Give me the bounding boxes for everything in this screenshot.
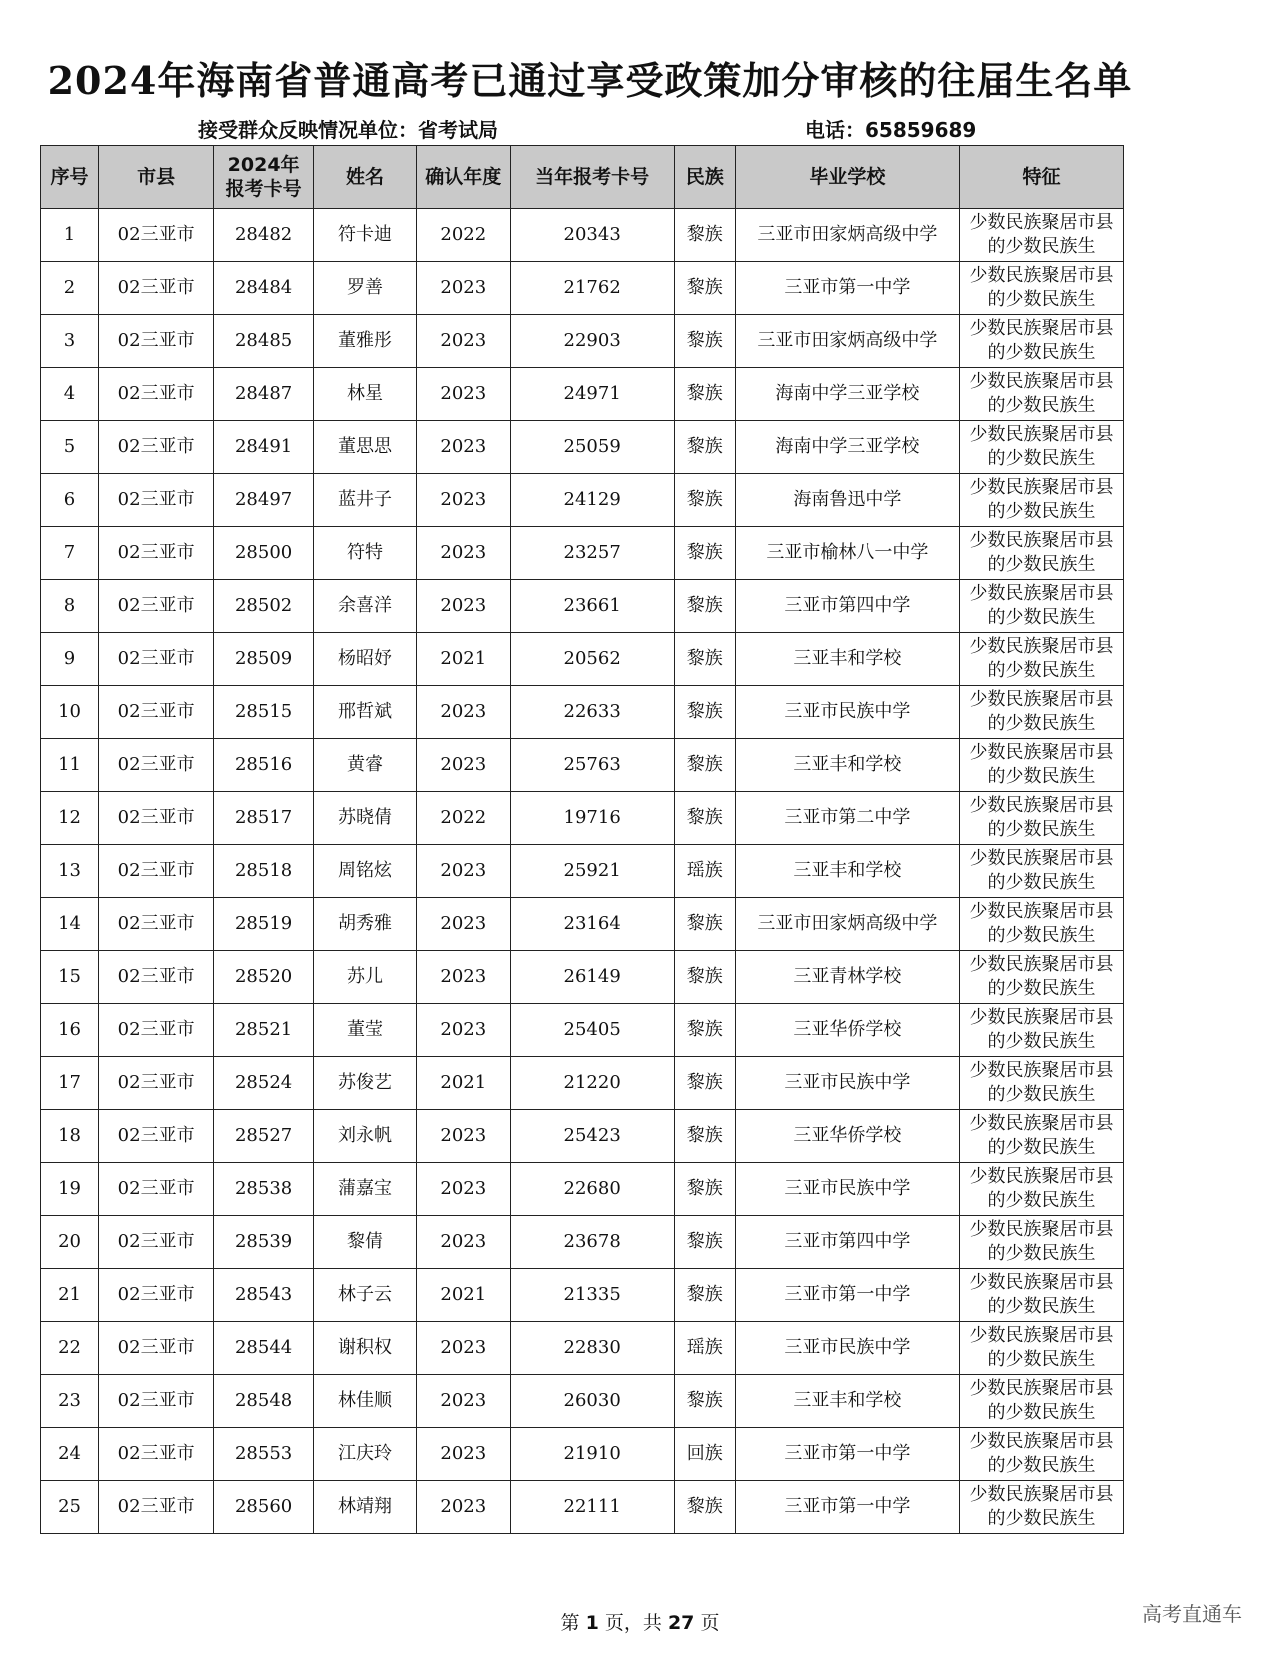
cell-city: 02三亚市 (99, 1057, 214, 1110)
cell-confirm-year: 2023 (416, 262, 510, 315)
cell-city: 02三亚市 (99, 898, 214, 951)
cell-city: 02三亚市 (99, 1216, 214, 1269)
table-row (41, 1322, 1124, 1375)
cell-index: 10 (41, 686, 99, 739)
cell-index: 6 (41, 474, 99, 527)
cell-feature: 少数民族聚居市县的少数民族生 (959, 368, 1123, 421)
cell-feature: 少数民族聚居市县的少数民族生 (959, 633, 1123, 686)
cell-feature: 少数民族聚居市县的少数民族生 (959, 1269, 1123, 1322)
cell-ethnicity: 黎族 (674, 527, 735, 580)
page-indicator (0, 1608, 1280, 1635)
cell-exam-card-2024: 28560 (214, 1481, 314, 1534)
page-suffix: 页 (700, 1612, 720, 1634)
cell-ethnicity: 黎族 (674, 315, 735, 368)
cell-confirm-year: 2023 (416, 527, 510, 580)
column-header-exam-card-2024: 2024年报考卡号 (214, 146, 314, 209)
cell-school: 三亚丰和学校 (735, 1375, 959, 1428)
table-row (41, 580, 1124, 633)
cell-ethnicity: 黎族 (674, 474, 735, 527)
cell-ethnicity: 黎族 (674, 1375, 735, 1428)
cell-school: 三亚华侨学校 (735, 1110, 959, 1163)
cell-city: 02三亚市 (99, 1110, 214, 1163)
cell-confirm-year: 2023 (416, 1428, 510, 1481)
cell-city: 02三亚市 (99, 1375, 214, 1428)
table-row (41, 633, 1124, 686)
cell-original-exam-card: 23661 (510, 580, 674, 633)
table-row (41, 739, 1124, 792)
cell-index: 4 (41, 368, 99, 421)
cell-school: 三亚丰和学校 (735, 845, 959, 898)
cell-index: 2 (41, 262, 99, 315)
cell-original-exam-card: 21762 (510, 262, 674, 315)
cell-feature: 少数民族聚居市县的少数民族生 (959, 1004, 1123, 1057)
table-row (41, 421, 1124, 474)
page-prefix: 第 (560, 1612, 580, 1634)
cell-ethnicity: 瑶族 (674, 845, 735, 898)
column-header-city: 市县 (99, 146, 214, 209)
cell-index: 15 (41, 951, 99, 1004)
cell-index: 11 (41, 739, 99, 792)
cell-city: 02三亚市 (99, 1481, 214, 1534)
cell-confirm-year: 2023 (416, 845, 510, 898)
cell-name: 董雅彤 (314, 315, 417, 368)
cell-confirm-year: 2022 (416, 209, 510, 262)
cell-ethnicity: 黎族 (674, 580, 735, 633)
table-row (41, 315, 1124, 368)
cell-city: 02三亚市 (99, 1004, 214, 1057)
cell-ethnicity: 黎族 (674, 368, 735, 421)
cell-name: 董莹 (314, 1004, 417, 1057)
cell-school: 三亚市田家炳高级中学 (735, 209, 959, 262)
cell-original-exam-card: 21910 (510, 1428, 674, 1481)
cell-original-exam-card: 22633 (510, 686, 674, 739)
cell-feature: 少数民族聚居市县的少数民族生 (959, 527, 1123, 580)
cell-exam-card-2024: 28487 (214, 368, 314, 421)
cell-original-exam-card: 22111 (510, 1481, 674, 1534)
cell-original-exam-card: 25921 (510, 845, 674, 898)
cell-city: 02三亚市 (99, 368, 214, 421)
cell-confirm-year: 2023 (416, 1375, 510, 1428)
cell-confirm-year: 2023 (416, 898, 510, 951)
table-row (41, 1163, 1124, 1216)
cell-feature: 少数民族聚居市县的少数民族生 (959, 686, 1123, 739)
cell-city: 02三亚市 (99, 262, 214, 315)
cell-index: 13 (41, 845, 99, 898)
cell-ethnicity: 黎族 (674, 209, 735, 262)
cell-confirm-year: 2022 (416, 792, 510, 845)
cell-ethnicity: 黎族 (674, 1004, 735, 1057)
cell-school: 三亚青林学校 (735, 951, 959, 1004)
cell-name: 杨昭妤 (314, 633, 417, 686)
cell-feature: 少数民族聚居市县的少数民族生 (959, 1163, 1123, 1216)
cell-school: 三亚市民族中学 (735, 686, 959, 739)
cell-name: 胡秀雅 (314, 898, 417, 951)
cell-school: 三亚市第一中学 (735, 262, 959, 315)
cell-school: 三亚市第一中学 (735, 1428, 959, 1481)
cell-name: 符卡迪 (314, 209, 417, 262)
column-header-ethnicity: 民族 (674, 146, 735, 209)
cell-city: 02三亚市 (99, 792, 214, 845)
cell-name: 邢哲斌 (314, 686, 417, 739)
table-row (41, 474, 1124, 527)
table-row (41, 792, 1124, 845)
column-header-feature: 特征 (959, 146, 1123, 209)
table-row (41, 951, 1124, 1004)
cell-original-exam-card: 21220 (510, 1057, 674, 1110)
cell-name: 蓝井子 (314, 474, 417, 527)
cell-name: 苏俊艺 (314, 1057, 417, 1110)
watermark: 高考直通车 (1142, 1602, 1242, 1626)
cell-index: 22 (41, 1322, 99, 1375)
cell-index: 23 (41, 1375, 99, 1428)
cell-exam-card-2024: 28509 (214, 633, 314, 686)
cell-ethnicity: 黎族 (674, 739, 735, 792)
cell-school: 三亚市民族中学 (735, 1163, 959, 1216)
table-row (41, 1481, 1124, 1534)
cell-name: 余喜洋 (314, 580, 417, 633)
cell-index: 7 (41, 527, 99, 580)
cell-index: 5 (41, 421, 99, 474)
cell-original-exam-card: 23164 (510, 898, 674, 951)
cell-school: 三亚市第四中学 (735, 580, 959, 633)
cell-ethnicity: 黎族 (674, 1269, 735, 1322)
cell-school: 三亚丰和学校 (735, 633, 959, 686)
cell-feature: 少数民族聚居市县的少数民族生 (959, 1428, 1123, 1481)
cell-name: 黄睿 (314, 739, 417, 792)
cell-city: 02三亚市 (99, 474, 214, 527)
cell-exam-card-2024: 28527 (214, 1110, 314, 1163)
cell-school: 三亚丰和学校 (735, 739, 959, 792)
contact-phone: 电话：65859689 (805, 118, 977, 142)
cell-confirm-year: 2023 (416, 580, 510, 633)
cell-city: 02三亚市 (99, 633, 214, 686)
cell-confirm-year: 2023 (416, 421, 510, 474)
cell-exam-card-2024: 28518 (214, 845, 314, 898)
cell-exam-card-2024: 28500 (214, 527, 314, 580)
cell-city: 02三亚市 (99, 580, 214, 633)
cell-original-exam-card: 25763 (510, 739, 674, 792)
cell-exam-card-2024: 28497 (214, 474, 314, 527)
table-row (41, 1110, 1124, 1163)
cell-city: 02三亚市 (99, 527, 214, 580)
cell-ethnicity: 黎族 (674, 262, 735, 315)
cell-ethnicity: 回族 (674, 1428, 735, 1481)
cell-school: 三亚市第一中学 (735, 1481, 959, 1534)
cell-ethnicity: 黎族 (674, 686, 735, 739)
cell-confirm-year: 2023 (416, 1322, 510, 1375)
table-row (41, 368, 1124, 421)
cell-school: 海南中学三亚学校 (735, 421, 959, 474)
cell-exam-card-2024: 28548 (214, 1375, 314, 1428)
cell-feature: 少数民族聚居市县的少数民族生 (959, 1481, 1123, 1534)
cell-index: 3 (41, 315, 99, 368)
cell-school: 三亚市榆林八一中学 (735, 527, 959, 580)
cell-index: 17 (41, 1057, 99, 1110)
cell-exam-card-2024: 28485 (214, 315, 314, 368)
cell-original-exam-card: 19716 (510, 792, 674, 845)
cell-original-exam-card: 25405 (510, 1004, 674, 1057)
table-row (41, 1057, 1124, 1110)
table-row (41, 209, 1124, 262)
cell-index: 18 (41, 1110, 99, 1163)
cell-index: 8 (41, 580, 99, 633)
cell-name: 刘永帆 (314, 1110, 417, 1163)
cell-ethnicity: 黎族 (674, 792, 735, 845)
roster-body (41, 209, 1124, 1534)
cell-confirm-year: 2023 (416, 686, 510, 739)
cell-city: 02三亚市 (99, 1428, 214, 1481)
cell-index: 16 (41, 1004, 99, 1057)
cell-feature: 少数民族聚居市县的少数民族生 (959, 1216, 1123, 1269)
cell-city: 02三亚市 (99, 1322, 214, 1375)
cell-school: 三亚市民族中学 (735, 1322, 959, 1375)
cell-original-exam-card: 26030 (510, 1375, 674, 1428)
roster-table (40, 145, 1124, 1534)
cell-confirm-year: 2023 (416, 1004, 510, 1057)
cell-ethnicity: 黎族 (674, 1163, 735, 1216)
cell-index: 12 (41, 792, 99, 845)
page-current: 1 (585, 1612, 599, 1634)
cell-city: 02三亚市 (99, 686, 214, 739)
table-header-row (41, 146, 1124, 209)
cell-feature: 少数民族聚居市县的少数民族生 (959, 739, 1123, 792)
cell-feature: 少数民族聚居市县的少数民族生 (959, 1057, 1123, 1110)
cell-exam-card-2024: 28524 (214, 1057, 314, 1110)
cell-feature: 少数民族聚居市县的少数民族生 (959, 898, 1123, 951)
cell-exam-card-2024: 28519 (214, 898, 314, 951)
cell-exam-card-2024: 28482 (214, 209, 314, 262)
cell-original-exam-card: 22680 (510, 1163, 674, 1216)
cell-feature: 少数民族聚居市县的少数民族生 (959, 1375, 1123, 1428)
cell-exam-card-2024: 28502 (214, 580, 314, 633)
cell-exam-card-2024: 28491 (214, 421, 314, 474)
cell-exam-card-2024: 28538 (214, 1163, 314, 1216)
cell-city: 02三亚市 (99, 951, 214, 1004)
cell-confirm-year: 2021 (416, 1057, 510, 1110)
cell-ethnicity: 黎族 (674, 1216, 735, 1269)
table-row (41, 262, 1124, 315)
cell-index: 24 (41, 1428, 99, 1481)
column-header-original-exam-card: 当年报考卡号 (510, 146, 674, 209)
cell-ethnicity: 黎族 (674, 898, 735, 951)
cell-name: 黎倩 (314, 1216, 417, 1269)
cell-confirm-year: 2023 (416, 368, 510, 421)
cell-ethnicity: 黎族 (674, 421, 735, 474)
cell-original-exam-card: 25423 (510, 1110, 674, 1163)
cell-index: 25 (41, 1481, 99, 1534)
cell-confirm-year: 2023 (416, 1163, 510, 1216)
cell-name: 林靖翔 (314, 1481, 417, 1534)
cell-name: 周铭炫 (314, 845, 417, 898)
cell-city: 02三亚市 (99, 315, 214, 368)
cell-index: 9 (41, 633, 99, 686)
cell-confirm-year: 2021 (416, 1269, 510, 1322)
column-header-name: 姓名 (314, 146, 417, 209)
cell-ethnicity: 黎族 (674, 633, 735, 686)
cell-school: 三亚市田家炳高级中学 (735, 315, 959, 368)
cell-school: 三亚华侨学校 (735, 1004, 959, 1057)
cell-confirm-year: 2023 (416, 1110, 510, 1163)
cell-ethnicity: 瑶族 (674, 1322, 735, 1375)
cell-feature: 少数民族聚居市县的少数民族生 (959, 209, 1123, 262)
table-row (41, 1428, 1124, 1481)
cell-feature: 少数民族聚居市县的少数民族生 (959, 1322, 1123, 1375)
cell-original-exam-card: 24129 (510, 474, 674, 527)
cell-original-exam-card: 24971 (510, 368, 674, 421)
cell-name: 董思思 (314, 421, 417, 474)
table-row (41, 845, 1124, 898)
cell-exam-card-2024: 28521 (214, 1004, 314, 1057)
cell-school: 三亚市第二中学 (735, 792, 959, 845)
document-title: 2024年海南省普通高考已通过享受政策加分审核的往届生名单 (47, 58, 1133, 103)
column-header-school: 毕业学校 (735, 146, 959, 209)
cell-confirm-year: 2023 (416, 1216, 510, 1269)
cell-exam-card-2024: 28543 (214, 1269, 314, 1322)
cell-name: 罗善 (314, 262, 417, 315)
cell-feature: 少数民族聚居市县的少数民族生 (959, 315, 1123, 368)
cell-confirm-year: 2023 (416, 474, 510, 527)
cell-index: 19 (41, 1163, 99, 1216)
table-row (41, 898, 1124, 951)
cell-original-exam-card: 20343 (510, 209, 674, 262)
cell-name: 符特 (314, 527, 417, 580)
cell-name: 林佳顺 (314, 1375, 417, 1428)
cell-exam-card-2024: 28516 (214, 739, 314, 792)
cell-original-exam-card: 26149 (510, 951, 674, 1004)
cell-confirm-year: 2023 (416, 951, 510, 1004)
table-row (41, 1375, 1124, 1428)
cell-name: 蒲嘉宝 (314, 1163, 417, 1216)
cell-city: 02三亚市 (99, 1163, 214, 1216)
page-total: 27 (667, 1612, 695, 1634)
cell-name: 苏晓倩 (314, 792, 417, 845)
cell-index: 20 (41, 1216, 99, 1269)
cell-feature: 少数民族聚居市县的少数民族生 (959, 421, 1123, 474)
cell-index: 21 (41, 1269, 99, 1322)
cell-name: 江庆玲 (314, 1428, 417, 1481)
cell-confirm-year: 2023 (416, 739, 510, 792)
table-row (41, 1269, 1124, 1322)
cell-feature: 少数民族聚居市县的少数民族生 (959, 262, 1123, 315)
cell-feature: 少数民族聚居市县的少数民族生 (959, 474, 1123, 527)
cell-index: 1 (41, 209, 99, 262)
cell-name: 谢积权 (314, 1322, 417, 1375)
cell-feature: 少数民族聚居市县的少数民族生 (959, 792, 1123, 845)
cell-school: 三亚市第四中学 (735, 1216, 959, 1269)
cell-original-exam-card: 23257 (510, 527, 674, 580)
table-row (41, 1216, 1124, 1269)
cell-school: 三亚市田家炳高级中学 (735, 898, 959, 951)
cell-original-exam-card: 23678 (510, 1216, 674, 1269)
cell-confirm-year: 2023 (416, 1481, 510, 1534)
table-row (41, 1004, 1124, 1057)
cell-exam-card-2024: 28544 (214, 1322, 314, 1375)
cell-feature: 少数民族聚居市县的少数民族生 (959, 951, 1123, 1004)
cell-original-exam-card: 21335 (510, 1269, 674, 1322)
cell-name: 林星 (314, 368, 417, 421)
cell-original-exam-card: 22903 (510, 315, 674, 368)
cell-original-exam-card: 22830 (510, 1322, 674, 1375)
table-row (41, 527, 1124, 580)
cell-exam-card-2024: 28484 (214, 262, 314, 315)
cell-original-exam-card: 25059 (510, 421, 674, 474)
cell-city: 02三亚市 (99, 845, 214, 898)
cell-school: 海南鲁迅中学 (735, 474, 959, 527)
cell-school: 海南中学三亚学校 (735, 368, 959, 421)
cell-confirm-year: 2021 (416, 633, 510, 686)
cell-school: 三亚市第一中学 (735, 1269, 959, 1322)
cell-school: 三亚市民族中学 (735, 1057, 959, 1110)
cell-name: 林子云 (314, 1269, 417, 1322)
contact-unit: 接受群众反映情况单位：省考试局 (198, 118, 498, 142)
cell-ethnicity: 黎族 (674, 951, 735, 1004)
cell-exam-card-2024: 28517 (214, 792, 314, 845)
cell-exam-card-2024: 28539 (214, 1216, 314, 1269)
cell-ethnicity: 黎族 (674, 1481, 735, 1534)
table-row (41, 686, 1124, 739)
page-middle: 页，共 (604, 1612, 662, 1634)
cell-feature: 少数民族聚居市县的少数民族生 (959, 1110, 1123, 1163)
cell-exam-card-2024: 28520 (214, 951, 314, 1004)
cell-original-exam-card: 20562 (510, 633, 674, 686)
column-header-confirm-year: 确认年度 (416, 146, 510, 209)
cell-exam-card-2024: 28553 (214, 1428, 314, 1481)
cell-ethnicity: 黎族 (674, 1057, 735, 1110)
cell-city: 02三亚市 (99, 739, 214, 792)
cell-city: 02三亚市 (99, 1269, 214, 1322)
cell-name: 苏儿 (314, 951, 417, 1004)
cell-feature: 少数民族聚居市县的少数民族生 (959, 580, 1123, 633)
cell-exam-card-2024: 28515 (214, 686, 314, 739)
cell-confirm-year: 2023 (416, 315, 510, 368)
cell-city: 02三亚市 (99, 421, 214, 474)
cell-ethnicity: 黎族 (674, 1110, 735, 1163)
column-header-index: 序号 (41, 146, 99, 209)
cell-city: 02三亚市 (99, 209, 214, 262)
cell-feature: 少数民族聚居市县的少数民族生 (959, 845, 1123, 898)
cell-index: 14 (41, 898, 99, 951)
